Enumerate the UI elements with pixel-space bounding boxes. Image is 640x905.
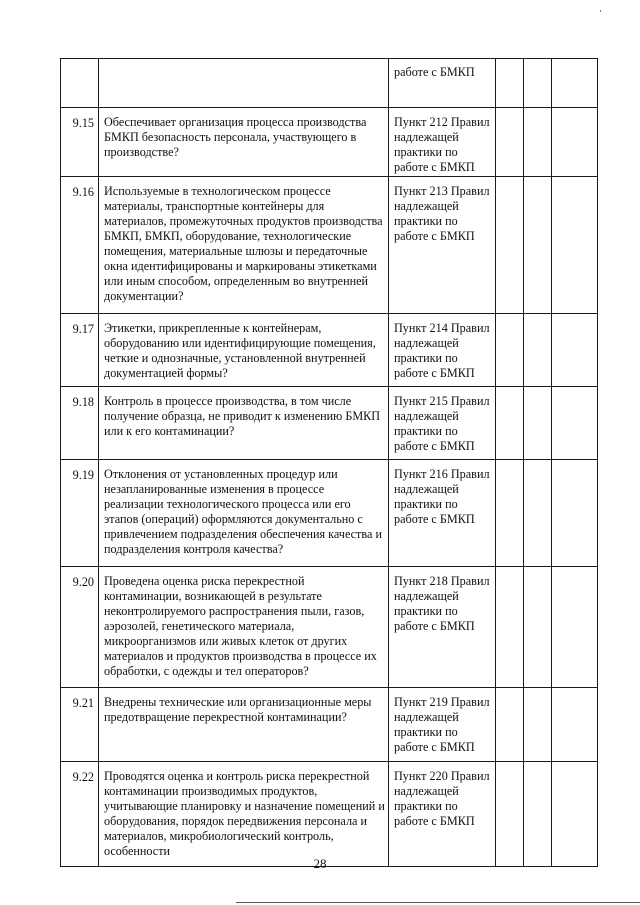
question-cell: Обеспечивает организация процесса производства БМКП безопасность персонала, участвующего в производстве? bbox=[99, 108, 389, 177]
notes-cell bbox=[552, 762, 598, 867]
reference-cell: Пункт 214 Правил надлежащей практики по работе с БМКП bbox=[389, 314, 496, 387]
table-row bbox=[61, 177, 598, 314]
notes-cell bbox=[552, 108, 598, 177]
row-number bbox=[61, 59, 99, 108]
notes-cell bbox=[552, 567, 598, 688]
row-number: 9.18 bbox=[61, 387, 99, 460]
answer-cell-yes bbox=[496, 688, 524, 762]
reference-cell: Пункт 220 Правил надлежащей практики по работе с БМКП bbox=[389, 762, 496, 867]
notes-cell bbox=[552, 177, 598, 314]
page-number: 28 bbox=[313, 856, 327, 871]
row-number: 9.15 bbox=[61, 108, 99, 177]
answer-cell-yes bbox=[496, 108, 524, 177]
notes-cell bbox=[552, 314, 598, 387]
answer-cell-yes bbox=[496, 762, 524, 867]
table-row bbox=[61, 567, 598, 688]
notes-cell bbox=[552, 387, 598, 460]
answer-cell-no bbox=[524, 108, 552, 177]
row-number: 9.17 bbox=[61, 314, 99, 387]
answer-cell-no bbox=[524, 567, 552, 688]
answer-cell-yes bbox=[496, 177, 524, 314]
row-number: 9.19 bbox=[61, 460, 99, 567]
table-row bbox=[61, 314, 598, 387]
answer-cell-no bbox=[524, 177, 552, 314]
answer-cell-yes bbox=[496, 59, 524, 108]
question-cell: Отклонения от установленных процедур или незапланированные изменения в процессе реализации технологического процесса или его этапов (операций) оформляются документально с привлечением подразделения обеспечения качества и подразделения контроля качества? bbox=[99, 460, 389, 567]
notes-cell bbox=[552, 59, 598, 108]
checklist-table bbox=[60, 58, 598, 867]
answer-cell-no bbox=[524, 460, 552, 567]
answer-cell-no bbox=[524, 762, 552, 867]
reference-cell: Пункт 219 Правил надлежащей практики по работе с БМКП bbox=[389, 688, 496, 762]
reference-cell: Пункт 216 Правил надлежащей практики по работе с БМКП bbox=[389, 460, 496, 567]
row-number: 9.20 bbox=[61, 567, 99, 688]
row-number: 9.22 bbox=[61, 762, 99, 867]
question-cell: Этикетки, прикрепленные к контейнерам, оборудованию или идентифицирующие помещения, четкие и однозначные, установленной внутренней документацией формы? bbox=[99, 314, 389, 387]
reference-cell: Пункт 215 Правил надлежащей практики по работе с БМКП bbox=[389, 387, 496, 460]
question-cell bbox=[99, 59, 389, 108]
row-number: 9.21 bbox=[61, 688, 99, 762]
question-cell: Контроль в процессе производства, в том числе получение образца, не приводит к изменению БМКП или к его контаминации? bbox=[99, 387, 389, 460]
answer-cell-no bbox=[524, 688, 552, 762]
table-row bbox=[61, 108, 598, 177]
notes-cell bbox=[552, 460, 598, 567]
question-cell: Используемые в технологическом процессе материалы, транспортные контейнеры для материалов, промежуточных продуктов производства БМКП, БМКП, оборудование, технологические помещения, материальные шлюзы и передаточные окна идентифицированы и маркированы этикетками или иным способом, определенным во внутренней документации? bbox=[99, 177, 389, 314]
reference-cell: работе с БМКП bbox=[389, 59, 496, 108]
row-number: 9.16 bbox=[61, 177, 99, 314]
reference-cell: Пункт 212 Правил надлежащей практики по работе с БМКП bbox=[389, 108, 496, 177]
answer-cell-yes bbox=[496, 314, 524, 387]
answer-cell-no bbox=[524, 59, 552, 108]
table-row bbox=[61, 460, 598, 567]
notes-cell bbox=[552, 688, 598, 762]
question-cell: Проводятся оценка и контроль риска перекрестной контаминации производимых продуктов, учитывающие планировку и назначение помещений и оборудования, порядок передвижения персонала и материалов, микробиологический контроль, особенности bbox=[99, 762, 389, 867]
table-row bbox=[61, 387, 598, 460]
reference-cell: Пункт 213 Правил надлежащей практики по работе с БМКП bbox=[389, 177, 496, 314]
table-row bbox=[61, 688, 598, 762]
question-cell: Внедрены технические или организационные меры предотвращение перекрестной контаминации? bbox=[99, 688, 389, 762]
scan-speck bbox=[600, 10, 601, 12]
answer-cell-no bbox=[524, 387, 552, 460]
answer-cell-yes bbox=[496, 460, 524, 567]
table-row bbox=[61, 762, 598, 867]
scan-edge-line bbox=[236, 902, 640, 903]
answer-cell-no bbox=[524, 314, 552, 387]
answer-cell-yes bbox=[496, 567, 524, 688]
question-cell: Проведена оценка риска перекрестной контаминации, возникающей в результате неконтролируемого распространения пыли, газов, аэрозолей, генетического материала, микроорганизмов или живых клеток от других материалов и продуктов производства в процессе их обработки, с одежды и тел операторов? bbox=[99, 567, 389, 688]
reference-cell: Пункт 218 Правил надлежащей практики по работе с БМКП bbox=[389, 567, 496, 688]
answer-cell-yes bbox=[496, 387, 524, 460]
table-row bbox=[61, 59, 598, 108]
